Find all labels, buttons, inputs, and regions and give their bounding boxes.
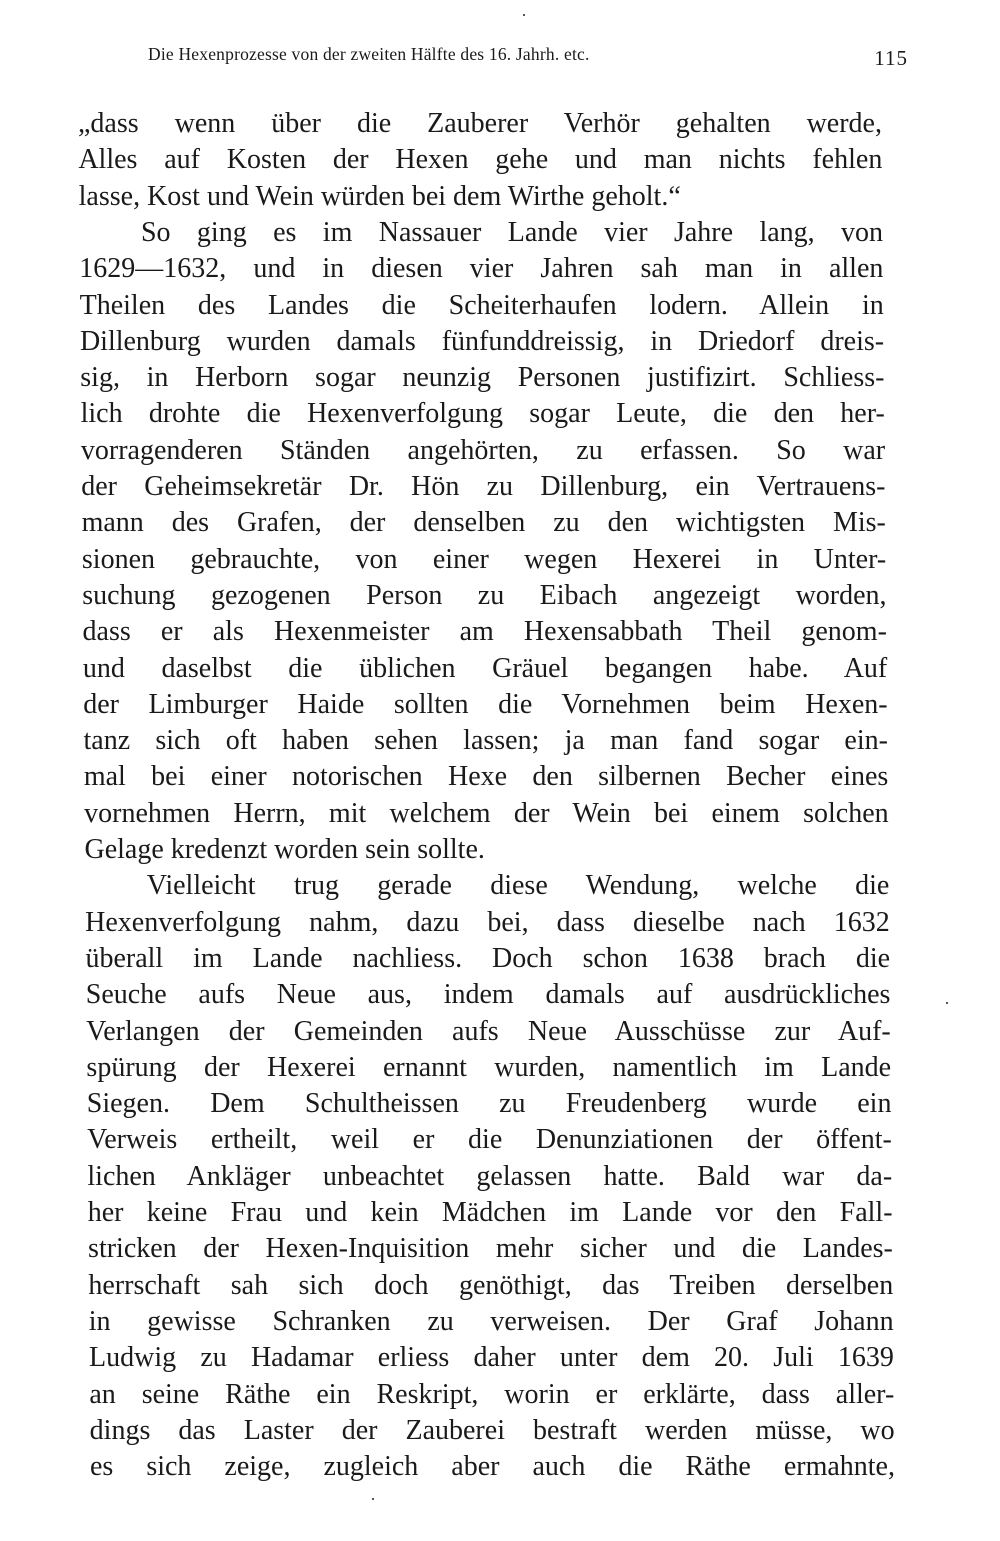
text-line: sionen gebrauchte, von einer wegen Hexerei in Unter- [81,543,887,575]
scan-speck [523,14,525,16]
text-line: vornehmen Herrn, mit welchem der Wein bei einem solchen [84,797,889,829]
text-line: Dillenburg wurden damals fünfunddreissig, in Driedorf dreis- [79,325,885,357]
text-line: es sich zeige, zugleich aber auch die Räthe ermahnte, [90,1451,895,1483]
text-line: her keine Frau und kein Mädchen im Lande vor den Fall- [87,1197,893,1228]
text-line: tanz sich oft haben sehen lassen; ja man fand sogar ein- [83,725,888,757]
text-line: Siegen. Dem Schultheissen zu Freudenberg wurde ein [86,1088,892,1120]
text-line: und daselbst die üblichen Gräuel begangen habe. Auf [82,652,888,684]
scan-speck [946,1002,948,1004]
text-line: So ging es im Nassauer Lande vier Jahre lang, von [140,216,884,248]
text-line: spürung der Hexerei ernannt wurden, namentlich im Lande [86,1051,892,1083]
page-number: 115 [874,46,908,70]
text-line: Vielleicht trug gerade diese Wendung, welche die [146,870,890,902]
text-line: an seine Räthe ein Reskript, worin er erklärte, dass aller- [89,1378,895,1410]
text-line: lasse, Kost und Wein würden bei dem Wirthe geholt.“ [78,180,681,212]
text-line: Ludwig zu Hadamar erliess daher unter dem 20. Juli 1639 [89,1342,894,1374]
text-line: der Limburger Haide sollten die Vornehmen beim Hexen- [83,688,888,720]
text-line: der Geheimsekretär Dr. Hön zu Dillenburg, ein Vertrauens- [81,471,886,502]
text-line: Hexenverfolgung nahm, dazu bei, dass dieselbe nach 1632 [85,906,890,938]
text-line: mal bei einer notorischen Hexe den silbernen Becher eines [83,761,889,793]
text-line: Gelage kredenzt worden sein sollte. [84,834,485,865]
text-line: stricken der Hexen-Inquisition mehr sicher und die Landes- [88,1233,893,1265]
text-line: „dass wenn über die Zauberer Verhör gehalten werde, [78,108,882,139]
text-line: vorragenderen Ständen angehörten, zu erfassen. So war [80,434,886,466]
text-line: dass er als Hexenmeister am Hexensabbath Theil genom- [82,616,887,648]
text-line: dings das Laster der Zauberei bestraft werden müsse, wo [89,1414,895,1446]
text-line: Alles auf Kosten der Hexen gehe und man nichts fehlen [78,144,883,176]
text-line: überall im Lande nachliess. Doch schon 1638 brach die [85,942,891,974]
text-line: sig, in Herborn sogar neunzig Personen justifizirt. Schliess- [80,362,885,394]
text-line: in gewisse Schranken zu verweisen. Der Graf Johann [88,1305,894,1337]
text-line: mann des Grafen, der denselben zu den wichtigsten Mis- [81,507,886,539]
text-line: herrschaft sah sich doch genöthigt, das Treiben derselben [88,1269,894,1301]
text-line: Theilen des Landes die Scheiterhaufen lodern. Allein in [79,289,884,321]
running-head-title: Die Hexenprozesse von der zweiten Hälfte des 16. Jahrh. etc. [148,44,590,64]
running-head [148,44,908,74]
scan-speck [372,1498,374,1500]
text-line: lich drohte die Hexenverfolgung sogar Leute, die den her- [80,398,885,430]
text-line: Seuche aufs Neue aus, indem damals auf ausdrückliches [85,979,891,1011]
text-line: Verweis ertheilt, weil er die Denunziationen der öffent- [87,1124,892,1156]
text-line: 1629—1632, und in diesen vier Jahren sah man in allen [79,253,884,285]
text-line: Verlangen der Gemeinden aufs Neue Ausschüsse zur Auf- [86,1015,891,1047]
text-line: lichen Ankläger unbeachtet gelassen hatte. Bald war da- [87,1160,893,1192]
text-line: suchung gezogenen Person zu Eibach angezeigt worden, [82,579,887,611]
